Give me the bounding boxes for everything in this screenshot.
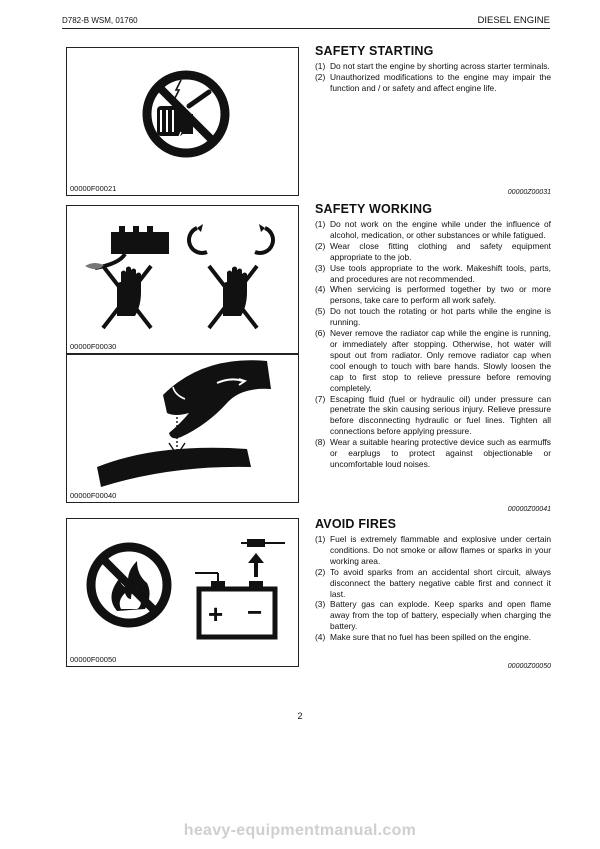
section-safety-working bbox=[315, 202, 551, 470]
list-item: (7) Escaping fluid (fuel or hydraulic oil) under pressure can penetrate the skin causing serious injury. Relieve pressure before disconnecting hydraulic or fuel lines. Tighten all connections before applying pressure. bbox=[315, 393, 551, 437]
figure-no-short-starter bbox=[66, 47, 299, 196]
figure-code: 00000F00030 bbox=[70, 342, 117, 351]
section-title: SAFETY WORKING bbox=[315, 202, 433, 216]
list-item: (4) Make sure that no fuel has been spilled on the engine. bbox=[315, 632, 532, 643]
section-title: SAFETY STARTING bbox=[315, 44, 434, 58]
section-list bbox=[315, 219, 551, 470]
page-header bbox=[62, 14, 550, 29]
list-item: (2) Unauthorized modifications to the engine may impair the function and / or safety and affect engine life. bbox=[315, 71, 551, 93]
list-item: (3) Use tools appropriate to the work. Makeshift tools, parts, and procedures are not recommended. bbox=[315, 262, 551, 284]
figure-code: 00000F00050 bbox=[70, 655, 117, 664]
pressure-fluid-hand-icon bbox=[67, 355, 298, 491]
list-item: (1) Fuel is extremely flammable and explosive under certain conditions. Do not smoke or allow flames or sparks in your working area. bbox=[315, 534, 551, 566]
no-fire-battery-icon bbox=[67, 519, 298, 655]
list-item: (6) Never remove the radiator cap while the engine is running, or immediately after stopping. Otherwise, hot water will spout out from radiator. Only remove radiator cap when cool enough to touch with bare hands. Slowly loosen the cap to first stop to relieve pressure before removing completely. bbox=[315, 328, 551, 393]
list-item: (2) To avoid sparks from an accidental short circuit, always disconnect the battery negative cable first and connect it last. bbox=[315, 566, 551, 599]
list-item: (1) Do not start the engine by shorting across starter terminals. bbox=[315, 61, 550, 71]
figure-avoid-fires bbox=[66, 518, 299, 667]
chapter-title: DIESEL ENGINE bbox=[477, 15, 550, 26]
figure-pressure-fluid bbox=[66, 354, 299, 503]
list-item: (5) Do not touch the rotating or hot parts while the engine is running. bbox=[315, 306, 551, 328]
battery-minus-sign: − bbox=[247, 597, 263, 627]
battery-plus-sign: + bbox=[208, 599, 224, 629]
section-list bbox=[315, 534, 551, 643]
reference-code: 00000Z00041 bbox=[507, 506, 551, 513]
watermark: heavy-equipmentmanual.com bbox=[183, 822, 417, 839]
list-item: (8) Wear a suitable hearing protective device such as earmuffs or earplugs to protect against objectionable or uncomfortable loud noises. bbox=[315, 437, 551, 469]
list-item: (4) When servicing is performed together by two or more persons, take care to perform all work safely. bbox=[315, 284, 551, 306]
figure-rotating-hot-parts bbox=[66, 205, 299, 354]
section-list bbox=[315, 61, 551, 94]
figure-code: 00000F00021 bbox=[70, 184, 117, 193]
section-title: AVOID FIRES bbox=[315, 517, 397, 531]
manual-code: D782-B WSM, 01760 bbox=[62, 16, 138, 25]
reference-code: 00000Z00031 bbox=[507, 189, 551, 196]
reference-code: 00000Z00050 bbox=[507, 663, 551, 670]
list-item: (2) Wear close fitting clothing and safety equipment appropriate to the job. bbox=[315, 240, 551, 262]
list-item: (1) Do not work on the engine while under the influence of alcohol, medication, or other substances or while fatigued. bbox=[315, 219, 551, 240]
section-avoid-fires bbox=[315, 517, 551, 643]
no-touch-rotating-parts-icon bbox=[67, 206, 298, 342]
list-item: (3) Battery gas can explode. Keep sparks and open flame away from the top of battery, especially when charging the battery. bbox=[315, 599, 551, 632]
no-short-starter-icon bbox=[67, 48, 298, 184]
page-number: 2 bbox=[297, 711, 303, 721]
section-safety-starting bbox=[315, 44, 551, 94]
figure-code: 00000F00040 bbox=[70, 491, 117, 500]
